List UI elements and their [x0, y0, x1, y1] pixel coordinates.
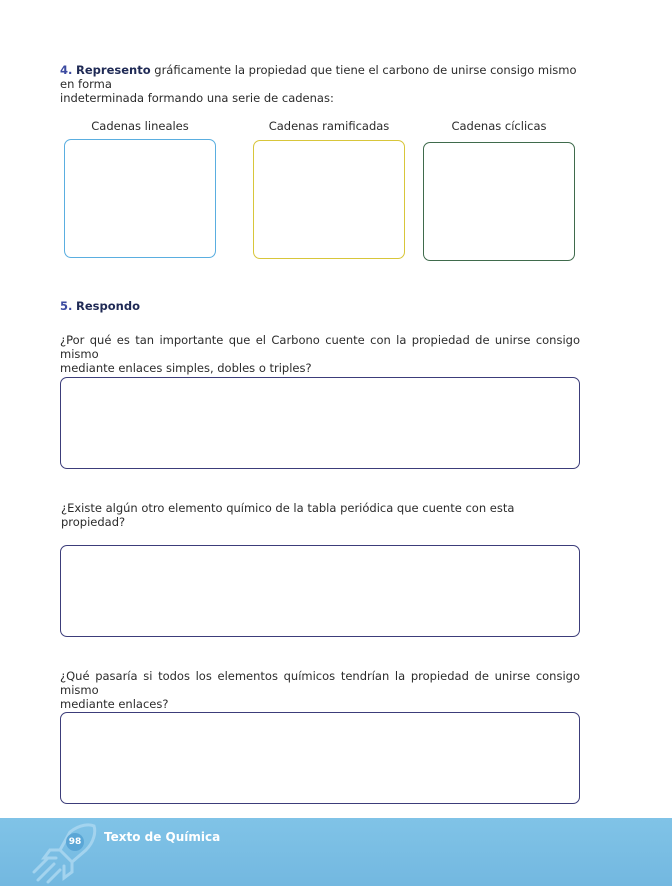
question-5b-text: ¿Existe algún otro elemento químico de la tabla periódica que cuente con esta propiedad?	[61, 501, 515, 529]
question-4-number: 4.	[60, 63, 73, 77]
answer-box-3[interactable]	[60, 712, 580, 804]
drawing-box-ramificadas[interactable]	[253, 140, 405, 259]
answer-box-2[interactable]	[60, 545, 580, 637]
rocket-icon	[24, 818, 104, 886]
page-number-badge: 98	[66, 833, 84, 851]
question-4-line1: gráficamente la propiedad que tiene el carbono de unirse consigo mismo en forma	[60, 63, 577, 91]
question-5c-text: ¿Qué pasaría si todos los elementos químicos tendrían la propiedad de unirse consigo mismo mediante enlaces?	[60, 669, 580, 711]
question-5a-text: ¿Por qué es tan importante que el Carbono cuente con la propiedad de unirse consigo mismo mediante enlaces simples, dobles o triples?	[60, 333, 580, 375]
question-4-verb: Represento	[76, 63, 151, 77]
question-4-text	[60, 63, 590, 105]
question-5-heading	[60, 299, 140, 313]
question-5-number: 5.	[60, 299, 73, 313]
label-cadenas-lineales: Cadenas lineales	[91, 119, 189, 133]
drawing-box-lineales[interactable]	[64, 139, 216, 258]
question-4-line2: indeterminada formando una serie de cadenas:	[60, 91, 334, 105]
footer-book-title: Texto de Química	[104, 830, 221, 844]
label-cadenas-ramificadas: Cadenas ramificadas	[268, 119, 390, 133]
drawing-box-ciclicas[interactable]	[423, 142, 575, 261]
label-cadenas-ciclicas: Cadenas cíclicas	[451, 119, 547, 133]
question-5-title: Respondo	[76, 299, 140, 313]
answer-box-1[interactable]	[60, 377, 580, 469]
